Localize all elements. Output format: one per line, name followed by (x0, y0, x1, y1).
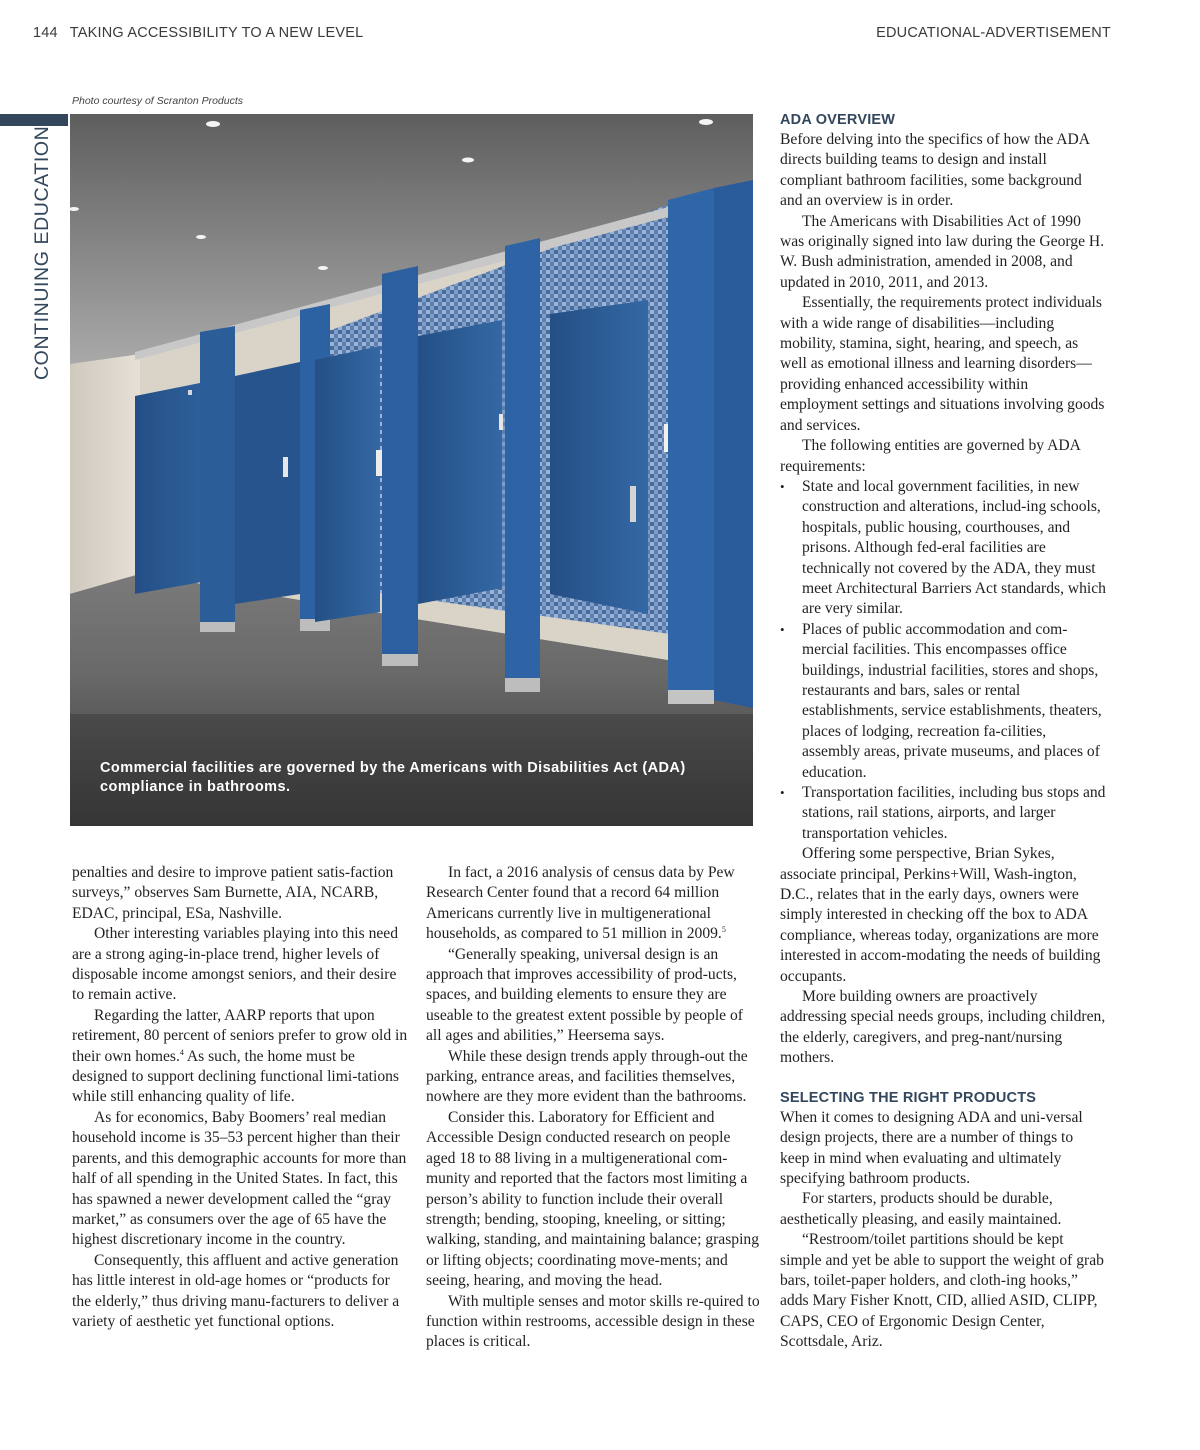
list-item: • Transportation facilities, including bus stops and stations, rail stations, airports, and larger transportation vehicles. (780, 783, 1106, 844)
photo-credit: Photo courtesy of Scranton Products (72, 95, 244, 107)
text-column-3 (780, 110, 1106, 1353)
paragraph: “Generally speaking, universal design is an approach that improves accessibility of prod-ucts, spaces, and building elements to ensure they are useable to the greatest extent possible by people of all ages and abilities,” Heersema says. (426, 945, 743, 1045)
sidebar-accent-bar (0, 114, 68, 126)
header-label: EDUCATIONAL-ADVERTISEMENT (876, 25, 1111, 41)
page-number: 144 (33, 25, 58, 41)
section-heading: ADA OVERVIEW (780, 112, 896, 128)
paragraph: For starters, products should be durable, aesthetically pleasing, and easily maintained. (780, 1190, 1062, 1228)
list-item: • Places of public accommodation and com-mercial facilities. This encompasses office buildings, industrial facilities, stores and shops, restaurants and bars, sales or rental establishments, service establishments, theaters, places of lodging, recreation fa-cilities, assembly areas, private museums, and places of education. (780, 620, 1106, 783)
paragraph: Before delving into the specifics of how the ADA directs building teams to design and install compliant bathroom facilities, some background and an overview is in order. (780, 131, 1090, 210)
entity-list (780, 477, 1106, 844)
paragraph: The following entities are governed by ADA requirements: (780, 437, 1081, 475)
paragraph: The Americans with Disabilities Act of 1990 was originally signed into law during the George H. W. Bush administration, amended in 2008, and updated in 2010, 2011, and 2013. (780, 212, 1105, 291)
paragraph (426, 863, 762, 945)
photo-caption: Commercial facilities are governed by the Americans with Disabilities Act (ADA) compliance in bathrooms. (100, 760, 686, 795)
paragraph: While these design trends apply through-out the parking, entrance areas, and facilities themselves, nowhere are they more evident than the bathrooms. (426, 1047, 748, 1106)
paragraph: When it comes to designing ADA and uni-versal design projects, there are a number of things to keep in mind when evaluating and ultimately specifying bathroom products. (780, 1108, 1083, 1187)
paragraph-text: Regarding the latter, AARP reports that upon retirement, 80 percent of seniors prefer to grow old in their own homes. (72, 1006, 408, 1065)
sidebar-label: CONTINUING EDUCATION (31, 125, 53, 380)
paragraph: As for economics, Baby Boomers’ real median household income is 35–53 percent higher than their parents, and this demographic accounts for more than half of all spending in the United States. In fact, this has spawned a newer development called the “gray market,” as consumers over the age of 65 have the highest discretionary income in the country. (72, 1108, 407, 1249)
paragraph: With multiple senses and motor skills re-quired to function within restrooms, accessible design in these places is critical. (426, 1292, 760, 1351)
paragraph-text: In fact, a 2016 analysis of census data by Pew Research Center found that a record 64 million Americans currently live in multigenerational households, as compared to 51 million in 2009. (426, 864, 735, 943)
bathroom-photo (70, 114, 753, 826)
footnote-ref: 5 (721, 925, 726, 935)
section-title: TAKING ACCESSIBILITY TO A NEW LEVEL (69, 25, 364, 41)
text-column-2 (426, 863, 762, 1353)
footnote-ref: 4 (179, 1047, 184, 1057)
text-column-1 (72, 863, 408, 1332)
paragraph: penalties and desire to improve patient satis-faction surveys,” observes Sam Burnette, AIA, NCARB, EDAC, principal, ESa, Nashville. (72, 864, 394, 922)
paragraph-text: As such, the home must be designed to support declining functional limi-tations while still enhancing quality of life. (72, 1047, 399, 1106)
paragraph: Offering some perspective, Brian Sykes, associate principal, Perkins+Will, Wash-ington, D.C., relates that in the early days, owners were simply interested in checking off the box to ADA compliance, whereas today, organizations are more interested in accom-modating the needs of building occupants. (780, 845, 1101, 985)
paragraph: Consider this. Laboratory for Efficient and Accessible Design conducted research on people aged 18 to 88 living in a multigenerational com-munity and reported that the factors most limiting a person’s ability to function include their overall strength; bending, stooping, kneeling, or sitting; walking, standing, and maintaining balance; grasping or lifting objects; coordinating move-ments; and seeing, hearing, and moving the head. (426, 1108, 760, 1290)
paragraph: More building owners are proactively addressing special needs groups, including children, the elderly, caregivers, and preg-nant/nursing mothers. (780, 988, 1106, 1067)
running-header (33, 25, 363, 41)
paragraph: Other interesting variables playing into this need are a strong aging-in-place trend, higher levels of disposable income amongst seniors, and their desire to remain active. (72, 925, 399, 1004)
paragraph: Essentially, the requirements protect individuals with a wide range of disabilities—including mobility, stamina, sight, hearing, and speech, as well as emotional illness and learning disorders—providing enhanced accessibility within employment settings and situations involving goods and services. (780, 294, 1105, 434)
list-item: • State and local government facilities, in new construction and alterations, includ-ing schools, hospitals, public housing, courthouses, and prisons. Although fed-eral facilities are technically not covered by the ADA, they must meet Architectural Barriers Act standards, which are very similar. (780, 477, 1106, 620)
paragraph: “Restroom/toilet partitions should be kept simple and yet be able to support the weight of grab bars, toilet-paper holders, and cloth-ing hooks,” adds Mary Fisher Knott, CID, allied ASID, CLIPP, CAPS, CEO of Ergonomic Design Center, Scottsdale, Ariz. (780, 1231, 1104, 1351)
paragraph: Consequently, this affluent and active generation has little interest in old-age homes or “products for the elderly,” thus driving manu-facturers to deliver a variety of aesthetic yet functional options. (72, 1251, 400, 1330)
section-heading: SELECTING THE RIGHT PRODUCTS (780, 1089, 1037, 1106)
bathroom-illustration (70, 114, 753, 826)
paragraph (72, 1006, 408, 1108)
